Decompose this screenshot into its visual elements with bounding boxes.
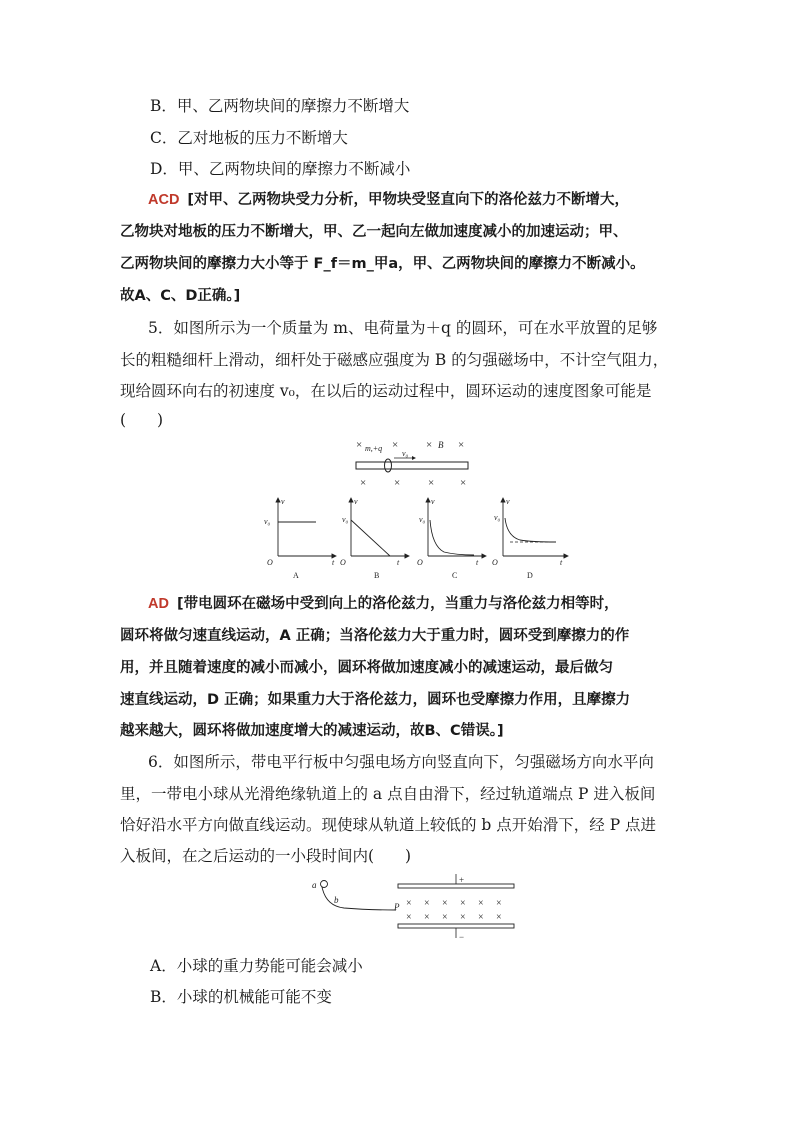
svg-text:v: v (354, 497, 358, 506)
q6-option-a: A．小球的重力势能可能会减小 (150, 957, 363, 975)
svg-text:×: × (360, 477, 367, 489)
q5-answer-line2: 圆环将做匀速直线运动，A 正确；当洛伦兹力大于重力时，圆环受到摩擦力的作 (120, 628, 630, 644)
svg-text:v: v (506, 497, 510, 506)
graph-c (417, 497, 486, 580)
graph-c-curve (430, 520, 474, 555)
rough-rod (356, 462, 468, 469)
graph-b-curve (351, 520, 390, 556)
bottom-plate (398, 924, 514, 928)
svg-text:v: v (281, 497, 285, 506)
svg-text:v₀: v₀ (342, 515, 349, 524)
v0-label: v₀ (402, 449, 409, 458)
q4-option-b: B．甲、乙两物块间的摩擦力不断增大 (150, 97, 410, 115)
point-p-label: P (394, 902, 400, 912)
magnetic-field-crosses (406, 898, 502, 923)
point-b-label: b (334, 895, 339, 905)
svg-text:×: × (394, 477, 401, 489)
svg-text:×: × (458, 439, 465, 451)
q5-rod-diagram (350, 434, 480, 492)
q5-answer-line3: 用，并且随着速度的减小而减小，圆环将做加速度减小的减速运动，最后做匀 (120, 660, 613, 676)
svg-text:v₀: v₀ (419, 515, 426, 524)
ring (385, 459, 392, 472)
q5-text-line1: 5．如图所示为一个质量为 m、电荷量为＋q 的圆环，可在水平放置的足够 (148, 319, 658, 337)
q5-text-line2: 长的粗糙细杆上滑动，细杆处于磁感应强度为 B 的匀强磁场中，不计空气阻力， (120, 351, 669, 369)
q5-velocity-graphs (258, 494, 578, 580)
svg-text:×: × (442, 898, 448, 909)
q4-answer-line4: 故A、C、D正确。] (120, 288, 241, 304)
svg-text:t: t (397, 558, 400, 567)
svg-text:×: × (392, 439, 399, 451)
ring-label: m,+q (365, 444, 383, 453)
graph-d (492, 497, 568, 580)
graph-a (264, 497, 336, 580)
svg-text:×: × (460, 912, 466, 923)
svg-text:×: × (478, 898, 484, 909)
svg-text:×: × (460, 898, 466, 909)
q5-answer-line5: 越来越大，圆环将做加速度增大的减速运动，故B、C错误。] (120, 723, 504, 739)
svg-text:×: × (460, 477, 467, 489)
q6-option-b: B．小球的机械能可能不变 (150, 988, 332, 1006)
svg-text:×: × (356, 439, 363, 451)
svg-text:×: × (496, 912, 502, 923)
point-a-label: a (312, 880, 317, 890)
svg-text:v₀: v₀ (264, 517, 271, 526)
svg-text:v: v (431, 497, 435, 506)
q4-answer-line2: 乙物块对地板的压力不断增大，甲、乙一起向左做加速度减小的加速运动；甲、 (120, 224, 628, 240)
svg-text:O: O (417, 558, 423, 567)
q5-answer-line1: AD [带电圆环在磁场中受到向上的洛伦兹力，当重力与洛伦兹力相等时， (148, 596, 619, 612)
q5-text-line3: 现给圆环向右的初速度 v₀，在以后的运动过程中，圆环运动的速度图象可能是 (120, 382, 652, 400)
plus-label: + (459, 875, 465, 885)
svg-text:×: × (424, 912, 430, 923)
q4-option-c: C．乙对地板的压力不断增大 (150, 129, 348, 147)
minus-label: − (459, 932, 465, 942)
svg-text:×: × (406, 912, 412, 923)
svg-text:O: O (340, 558, 346, 567)
svg-text:O: O (492, 558, 498, 567)
svg-text:O: O (267, 558, 273, 567)
svg-text:×: × (478, 912, 484, 923)
q6-text-line4: 入板间，在之后运动的一小段时间内( ) (120, 847, 412, 865)
charged-ball (321, 881, 328, 888)
q5-answer-line4: 速直线运动，D 正确；如果重力大于洛伦兹力，圆环也受摩擦力作用，且摩擦力 (120, 692, 631, 708)
top-plate (398, 884, 514, 888)
q6-plates-diagram (310, 870, 525, 948)
svg-text:t: t (332, 558, 335, 567)
q6-text-line1: 6．如图所示，带电平行板中匀强电场方向竖直向下，匀强磁场方向水平向 (148, 753, 654, 771)
q6-text-line2: 里，一带电小球从光滑绝缘轨道上的 a 点自由滑下，经过轨道端点 P 进入板间 (120, 785, 656, 803)
graph-d-curve (505, 518, 556, 542)
svg-text:×: × (496, 898, 502, 909)
svg-text:×: × (428, 477, 435, 489)
svg-text:×: × (406, 898, 412, 909)
graph-d-label: D (527, 571, 533, 580)
q4-answer-line1: ACD [对甲、乙两物块受力分析，甲物块受竖直向下的洛伦兹力不断增大， (148, 192, 630, 208)
q4-answer-line3: 乙两物块间的摩擦力大小等于 F_f＝m_甲a，甲、乙两物块间的摩擦力不断减小。 (120, 256, 645, 272)
svg-text:×: × (424, 898, 430, 909)
graph-b-label: B (374, 571, 380, 580)
svg-text:×: × (442, 912, 448, 923)
graph-c-label: C (452, 571, 458, 580)
b-field-label: B (438, 440, 444, 450)
svg-text:t: t (560, 558, 563, 567)
velocity-arrowhead (412, 456, 416, 460)
svg-text:t: t (476, 558, 479, 567)
svg-text:×: × (426, 439, 433, 451)
graph-b (340, 497, 409, 580)
q4-option-d: D．甲、乙两物块间的摩擦力不断减小 (150, 160, 411, 178)
q6-text-line3: 恰好沿水平方向做直线运动。现使球从轨道上较低的 b 点开始滑下，经 P 点进 (120, 816, 657, 834)
svg-text:v₀: v₀ (494, 513, 501, 522)
q5-answer-key: AD (148, 596, 169, 612)
q5-text-line4: ( ) (120, 411, 164, 429)
q4-answer-key: ACD (148, 192, 180, 208)
graph-a-label: A (293, 571, 299, 580)
